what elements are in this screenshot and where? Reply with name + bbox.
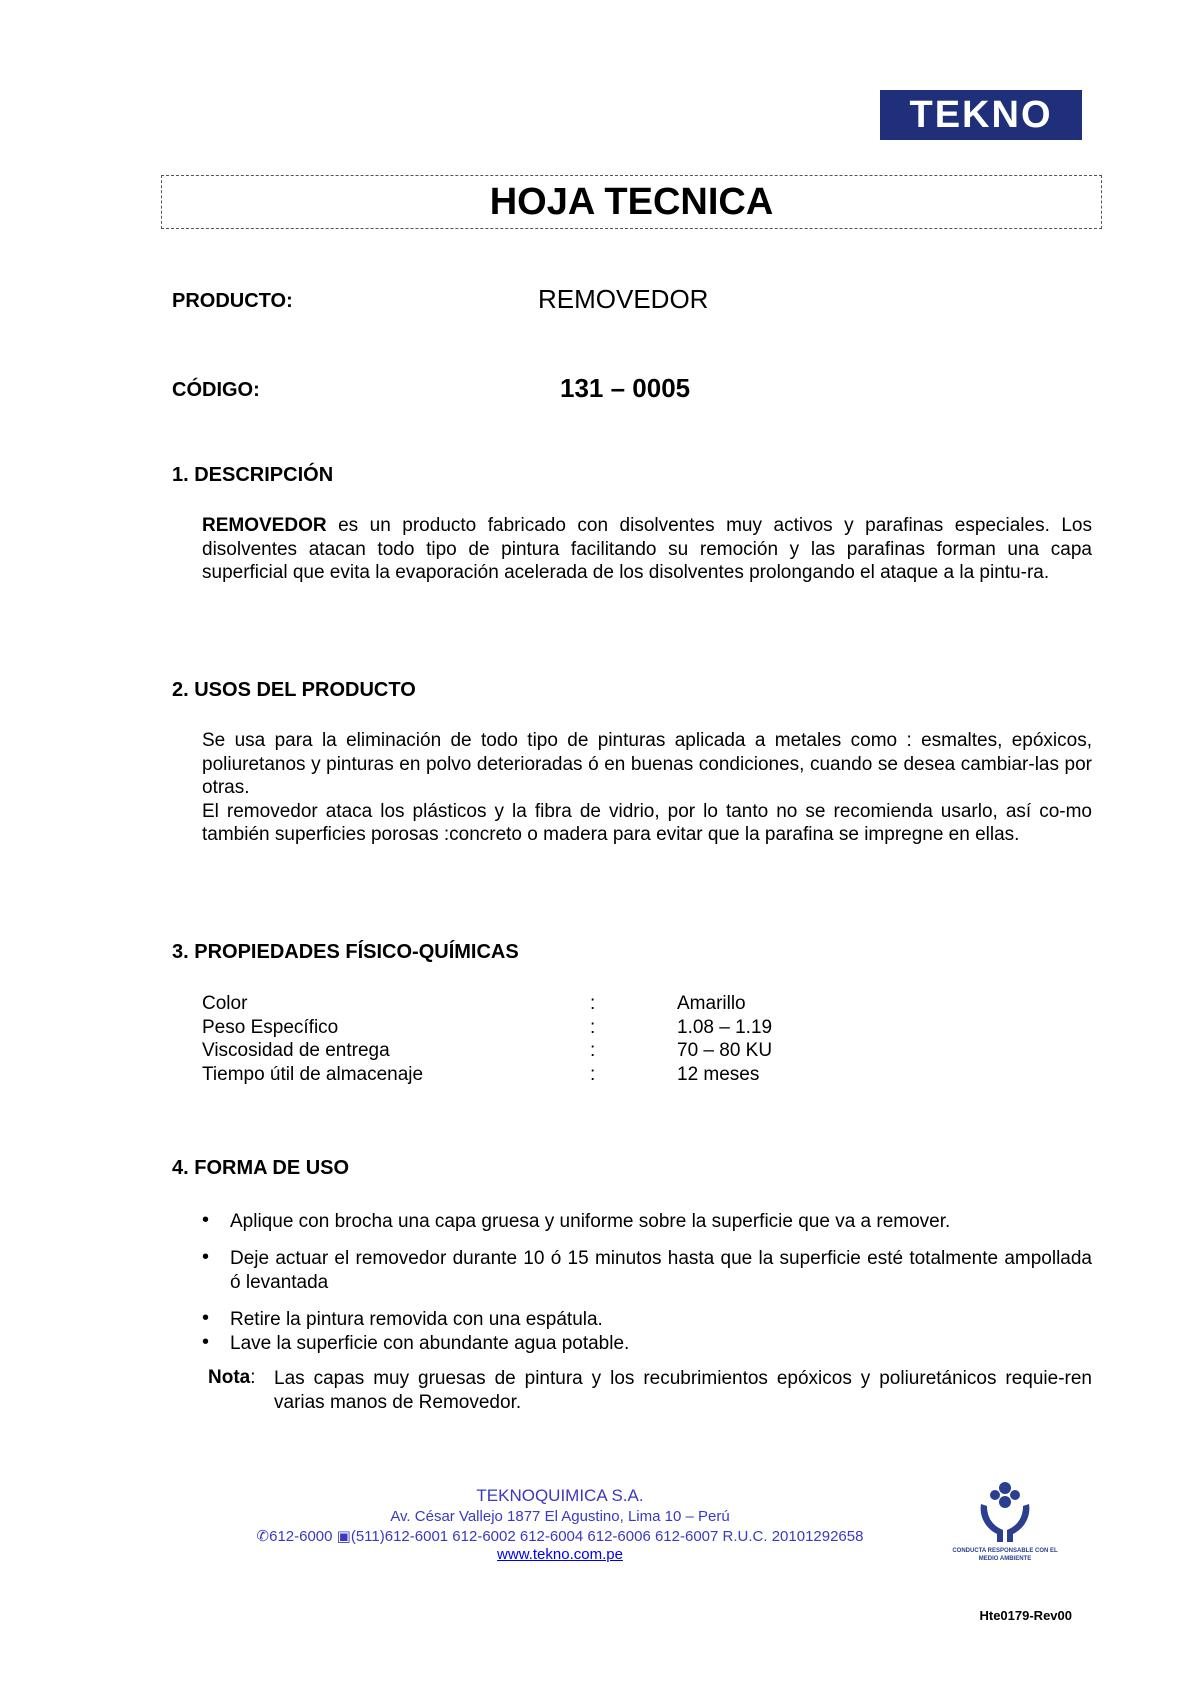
usage-step: Aplique con brocha una capa gruesa y uniforme sobre la superficie que va a remover. (230, 1211, 951, 1232)
responsible-care-seal-icon (975, 1480, 1035, 1544)
property-separator: : (590, 1017, 596, 1038)
logo-text: TEKNO (909, 93, 1053, 136)
bullet-icon: • (202, 1246, 210, 1268)
note-text: Las capas muy gruesas de pintura y los recubrimientos epóxicos y poliuretánicos requie-ren varias manos de Removedor. (274, 1368, 1092, 1413)
section-1-heading: 1. DESCRIPCIÓN (172, 464, 334, 486)
property-separator: : (590, 1064, 596, 1085)
code-value: 131 – 0005 (560, 373, 691, 403)
footer-website (250, 1546, 870, 1563)
property-value: 70 – 80 KU (677, 1040, 773, 1061)
property-separator: : (590, 993, 596, 1014)
footer-company: TEKNOQUIMICA S.A. (476, 1486, 644, 1505)
product-label: PRODUCTO: (172, 290, 293, 312)
section-1-paragraph (202, 514, 1092, 585)
description-text: es un producto fabricado con disolventes muy activos y parafinas especiales. Los disolventes atacan todo tipo de pintura facilitando su remoción y las parafinas forman una capa superficial que evita la evaporación acelerada de los disolventes prolongando el ataque a la pintu-ra. (202, 515, 1092, 583)
product-name-bold: REMOVEDOR (202, 515, 327, 536)
usage-step: Deje actuar el removedor durante 10 ó 15 minutos hasta que la superficie esté totalmente ampollada ó levantada (230, 1248, 1092, 1293)
tekno-logo (880, 90, 1082, 140)
website-link[interactable]: www.tekno.com.pe (497, 1546, 623, 1563)
section-2-heading: 2. USOS DEL PRODUCTO (172, 679, 416, 701)
section-2-paragraph (202, 729, 1092, 847)
property-separator: : (590, 1040, 596, 1061)
product-value: REMOVEDOR (538, 284, 709, 314)
bullet-icon: • (202, 1209, 210, 1231)
section-3-heading: 3. PROPIEDADES FÍSICO-QUÍMICAS (172, 941, 519, 963)
note-label: Nota: (208, 1367, 256, 1388)
usage-step: Lave la superficie con abundante agua potable. (230, 1333, 630, 1354)
document-title: HOJA TECNICA (489, 180, 774, 223)
property-name: Peso Específico (202, 1017, 339, 1038)
uses-paragraph-2: El removedor ataca los plásticos y la fibra de vidrio, por lo tanto no se recomienda usarlo, así co-mo también superficies porosas :concreto o madera para evitar que la parafina se impregne en ellas. (202, 800, 1092, 845)
property-name: Viscosidad de entrega (202, 1040, 390, 1061)
bullet-icon: • (202, 1307, 210, 1329)
property-name: Color (202, 993, 248, 1014)
document-code: Hte0179-Rev00 (979, 1608, 1072, 1623)
seal-caption: CONDUCTA RESPONSABLE CON EL MEDIO AMBIENTE (952, 1548, 1058, 1562)
property-value: 1.08 – 1.19 (677, 1017, 773, 1038)
uses-paragraph-1: Se usa para la eliminación de todo tipo de pinturas aplicada a metales como : esmaltes, epóxicos, poliuretanos y pinturas en polvo deterioradas ó en buenas condiciones, cuando se desea cambiar-las por otras. (202, 730, 1092, 798)
footer-address: Av. César Vallejo 1877 El Agustino, Lima 10 – Perú (390, 1508, 730, 1525)
code-label: CÓDIGO: (172, 379, 260, 401)
usage-step: Retire la pintura removida con una espátula. (230, 1309, 603, 1330)
footer-phones: ✆612-6000 ▣(511)612-6001 612-6002 612-6004 612-6006 612-6007 R.U.C. 20101292658 (256, 1528, 864, 1545)
document-title-box (161, 175, 1102, 229)
property-name: Tiempo útil de almacenaje (202, 1064, 424, 1085)
bullet-icon: • (202, 1331, 210, 1353)
section-4-heading: 4. FORMA DE USO (172, 1157, 350, 1179)
property-value: 12 meses (677, 1064, 760, 1085)
property-value: Amarillo (677, 993, 746, 1014)
